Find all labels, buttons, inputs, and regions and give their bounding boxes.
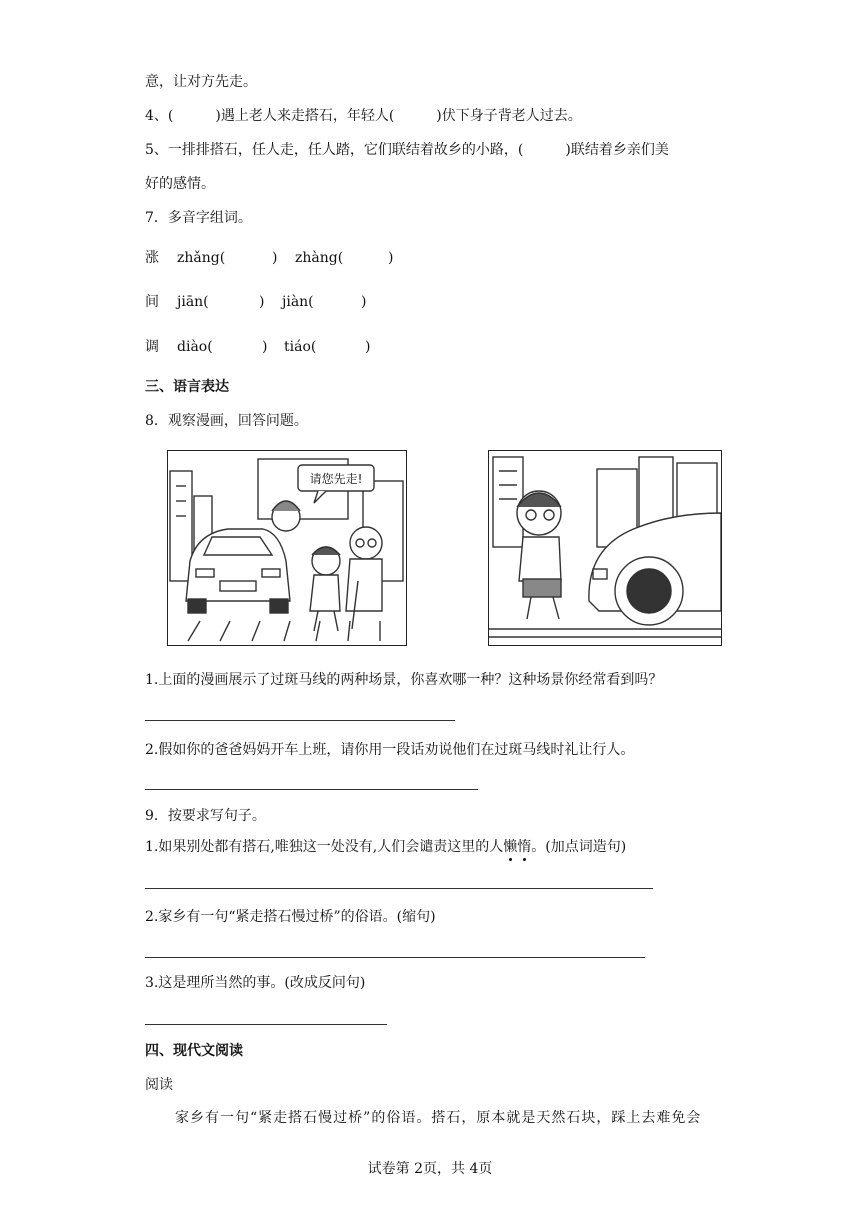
paren-close: ) — [361, 294, 367, 310]
question-9-2: 2.家乡有一句“紧走搭石慢过桥”的俗语。(缩句) — [145, 909, 436, 925]
pinyin-2: tiáo( — [284, 339, 317, 355]
paren-close: ) — [365, 339, 371, 355]
question-9-3: 3.这是理所当然的事。(改成反问句) — [145, 975, 366, 991]
paren-close: ) — [272, 250, 278, 266]
polyphone-row — [145, 337, 565, 357]
comic-illustration-1 — [168, 451, 406, 645]
polyphone-row — [145, 248, 565, 268]
answer-line[interactable] — [145, 789, 478, 790]
pinyin-1: zhǎng( — [177, 250, 226, 266]
comic-panel-rushing-car — [488, 450, 722, 646]
reading-label: 阅读 — [145, 1077, 173, 1093]
page-footer: 试卷第 2页，共 4页 — [367, 1161, 493, 1177]
text-line: 好的感情。 — [145, 176, 215, 192]
pinyin-1: jiān( — [177, 294, 209, 310]
pinyin-2: zhàng( — [295, 250, 344, 266]
speech-bubble-text: 请您先走! — [309, 472, 363, 486]
comic-panel-yield — [167, 450, 407, 646]
section-heading: 四、现代文阅读 — [145, 1043, 243, 1059]
dotted-char: 惰 — [517, 839, 532, 855]
answer-line[interactable] — [145, 888, 653, 889]
answer-line[interactable] — [145, 720, 455, 721]
question-9: 9．按要求写句子。 — [145, 808, 266, 824]
sentence-text: 1.如果别处都有搭石,唯独这一处没有,人们会谴责这里的人 — [145, 839, 504, 855]
pinyin-2: jiàn( — [282, 294, 314, 310]
question-5: 5、一排排搭石，任人走，任人踏，它们联结着故乡的小路，( )联结着乡亲们美 — [145, 142, 669, 158]
pinyin-1: diào( — [177, 339, 213, 355]
polyphone-char: 调 — [145, 339, 159, 355]
question-8-1: 1.上面的漫画展示了过斑马线的两种场景，你喜欢哪一种？这种场景你经常看到吗？ — [145, 672, 663, 688]
answer-line[interactable] — [145, 957, 645, 958]
question-4: 4、( )遇上老人来走搭石，年轻人( )伏下身子背老人过去。 — [145, 108, 582, 124]
paren-close: ) — [259, 294, 265, 310]
polyphone-char: 涨 — [145, 250, 159, 266]
paren-close: ) — [262, 339, 268, 355]
passage-text: 家乡有一句“紧走搭石慢过桥”的俗语。搭石，原本就是天然石块，踩上去难免会 — [175, 1110, 702, 1126]
instruction-text: 。(加点词造句) — [531, 839, 627, 855]
dotted-char: 懒 — [503, 839, 518, 855]
question-7: 7．多音字组词。 — [145, 210, 252, 226]
section-heading: 三、语言表达 — [145, 379, 229, 395]
question-9-1 — [145, 837, 626, 857]
comic-illustration-2 — [489, 451, 721, 645]
text-line: 意，让对方先走。 — [145, 74, 257, 90]
paren-close: ) — [388, 250, 394, 266]
question-8: 8．观察漫画，回答问题。 — [145, 413, 308, 429]
question-8-2: 2.假如你的爸爸妈妈开车上班，请你用一段话劝说他们在过斑马线时礼让行人。 — [145, 742, 635, 758]
polyphone-row — [145, 292, 565, 312]
answer-line[interactable] — [145, 1024, 387, 1025]
polyphone-char: 间 — [145, 294, 159, 310]
